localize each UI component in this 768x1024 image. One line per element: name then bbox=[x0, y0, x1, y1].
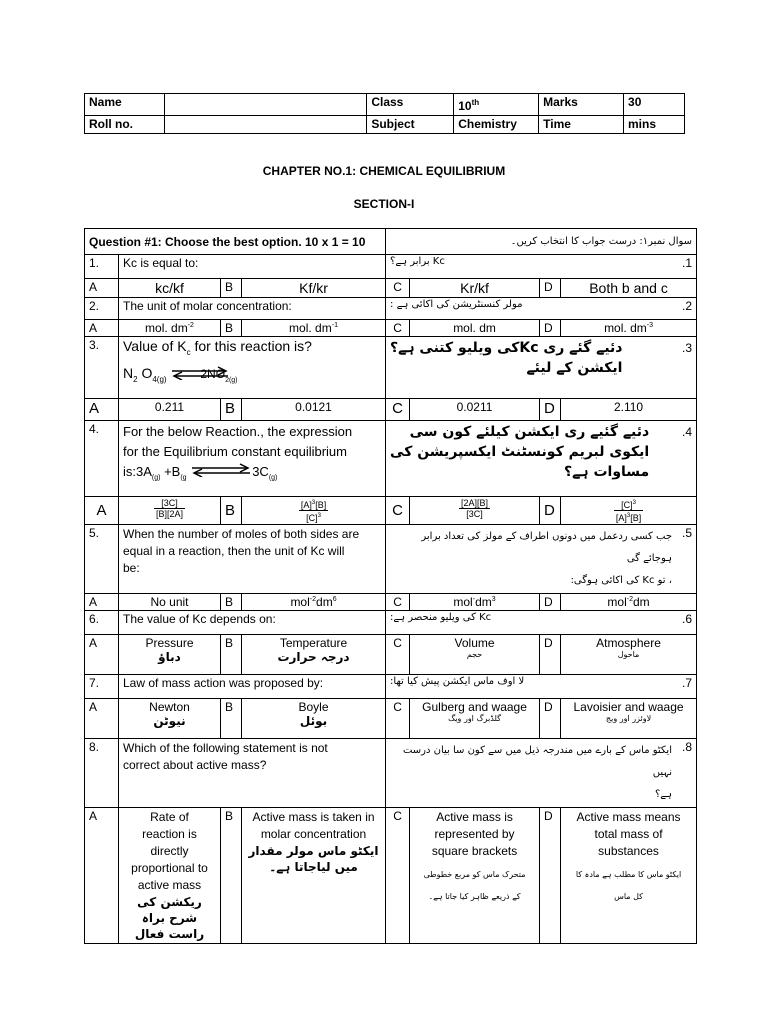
question-3-pre: Value of K bbox=[123, 338, 187, 354]
option-b[interactable] bbox=[242, 497, 386, 525]
option-letter-a: A bbox=[85, 699, 119, 739]
option-a-ur: دباؤ bbox=[158, 650, 181, 664]
option-b-ur-2: میں لیاجاتا ہے۔ bbox=[269, 860, 358, 874]
options-row-1 bbox=[85, 279, 697, 298]
question-text-ur-cell bbox=[386, 337, 697, 399]
option-b[interactable] bbox=[242, 699, 386, 739]
question-text-ur-line-2: ، تو Kc کی اکائی ہوگی: bbox=[570, 575, 672, 586]
b-den-sup: 3 bbox=[317, 513, 321, 519]
question-row-5 bbox=[85, 525, 697, 594]
option-letter-c: C bbox=[386, 808, 410, 944]
question-row-8 bbox=[85, 739, 697, 808]
fraction bbox=[299, 498, 328, 523]
question-text-en: The unit of molar concentration: bbox=[119, 298, 386, 320]
question-text-en: Law of mass action was proposed by: bbox=[119, 675, 386, 699]
option-letter-d: D bbox=[540, 699, 561, 739]
options-row-7 bbox=[85, 699, 697, 739]
options-row-6 bbox=[85, 635, 697, 675]
marks-label: Marks bbox=[539, 94, 624, 116]
question-text-ur-line-1: جب کسی ردعمل میں دونوں اطراف کے مولز کی تعداد برابر ہوجائے گی bbox=[421, 531, 672, 564]
question-text-en: Kc is equal to: bbox=[119, 255, 386, 279]
question-8-line-2: correct about active mass? bbox=[123, 758, 267, 772]
denominator bbox=[299, 511, 328, 523]
chapter-title: CHAPTER NO.1: CHEMICAL EQUILIBRIUM bbox=[262, 164, 506, 178]
question-text-en bbox=[119, 337, 386, 399]
option-letter-d: D bbox=[540, 399, 561, 421]
b-sup1: -2 bbox=[309, 596, 317, 603]
q4-mid: +B bbox=[160, 464, 181, 479]
option-a-ur-1: ریکشن کی bbox=[137, 895, 202, 909]
numerator: [3C] bbox=[154, 498, 185, 509]
option-d-sup: -3 bbox=[646, 322, 653, 329]
option-letter-b: B bbox=[221, 320, 242, 337]
section-title: SECTION-I bbox=[353, 197, 415, 211]
question-header-ur: سوال نمبر۱: درست جواب کا انتخاب کریں۔ bbox=[386, 229, 697, 255]
subject-value: Chemistry bbox=[454, 116, 539, 134]
question-row-2 bbox=[85, 298, 697, 320]
question-text-ur-cell bbox=[386, 739, 697, 808]
option-d[interactable] bbox=[561, 699, 697, 739]
fraction bbox=[154, 498, 185, 519]
time-label: Time bbox=[539, 116, 624, 134]
d-den-sup: 3 bbox=[626, 513, 631, 519]
c-sup2: 3 bbox=[491, 596, 496, 603]
option-c[interactable]: Kr/kf bbox=[410, 279, 540, 298]
header-info-table bbox=[84, 93, 685, 134]
c-pre: mol bbox=[453, 595, 473, 609]
options-row-8 bbox=[85, 808, 697, 944]
option-d[interactable]: Both b and c bbox=[561, 279, 697, 298]
option-letter-d: D bbox=[540, 594, 561, 611]
option-b[interactable] bbox=[242, 320, 386, 337]
question-text-ur-cell bbox=[386, 298, 697, 320]
question-number-ur: 1. bbox=[682, 256, 693, 270]
option-letter-c: C bbox=[386, 635, 410, 675]
question-number: 6. bbox=[85, 611, 119, 635]
question-text-ur-line-2: ایکشن کے لیئے bbox=[526, 360, 623, 376]
options-row-2 bbox=[85, 320, 697, 337]
option-b-ur: بوئل bbox=[299, 714, 328, 728]
option-letter-b: B bbox=[221, 594, 242, 611]
d-pre: mol bbox=[607, 595, 627, 609]
option-a-ur: نیوٹن bbox=[153, 714, 186, 728]
question-text-ur-line-2: ہے؟ bbox=[654, 789, 672, 800]
option-letter-b: B bbox=[221, 635, 242, 675]
option-letter-b: B bbox=[221, 399, 242, 421]
numerator bbox=[614, 498, 643, 511]
eq-right-sub: 2(g) bbox=[225, 376, 238, 384]
option-a-line-2: reaction is bbox=[142, 827, 197, 841]
question-row-3 bbox=[85, 337, 697, 399]
option-letter-a: A bbox=[85, 399, 119, 421]
question-row-1 bbox=[85, 255, 697, 279]
equilibrium-arrow-icon bbox=[190, 463, 252, 483]
option-letter-c: C bbox=[386, 497, 410, 525]
question-text-ur: Kc برابر ہے؟ bbox=[390, 256, 445, 267]
option-b-text: mol. dm bbox=[289, 321, 332, 335]
mcq-table bbox=[84, 228, 697, 944]
option-c-line-3: square brackets bbox=[431, 844, 518, 858]
option-d-line-3: substances bbox=[598, 844, 659, 858]
options-row-5 bbox=[85, 594, 697, 611]
b-mid: dm bbox=[316, 595, 333, 609]
b-pre: mol bbox=[290, 595, 310, 609]
option-c-line-2: represented by bbox=[434, 827, 515, 841]
question-text-ur-line-1: دئیے گئے ری Kcکی ویلیو کتنی ہے؟ bbox=[390, 340, 623, 356]
d-num-sup: 3 bbox=[632, 500, 636, 506]
option-letter-b: B bbox=[221, 699, 242, 739]
option-d[interactable]: 2.110 bbox=[561, 399, 697, 421]
b-num-post: [B] bbox=[315, 500, 327, 510]
option-d-ur: ماحول bbox=[617, 650, 640, 659]
option-c-en: Gulberg and waage bbox=[422, 700, 527, 714]
class-value-sup: th bbox=[471, 98, 480, 107]
denominator: [B][2A] bbox=[155, 509, 183, 519]
option-c-ur: گلڈبرگ اور ویگ bbox=[448, 714, 501, 723]
option-letter-b: B bbox=[221, 808, 242, 944]
marks-value: 30 bbox=[624, 94, 685, 116]
fraction bbox=[459, 498, 490, 519]
question-number-ur: 2. bbox=[682, 299, 693, 313]
d-den-post: [B] bbox=[630, 513, 642, 523]
option-b-en: Boyle bbox=[298, 700, 329, 714]
b-num: [A] bbox=[300, 500, 312, 510]
option-d-ur-1: ایکٹو ماس کا مطلب ہے مادہ کا bbox=[575, 870, 682, 879]
question-text-ur-cell bbox=[386, 675, 697, 699]
question-number: 8. bbox=[85, 739, 119, 808]
numerator bbox=[299, 498, 328, 511]
question-text-ur: Kc کی ویلیو منحصر ہے: bbox=[390, 612, 492, 623]
b-den: [C] bbox=[306, 513, 318, 523]
name-field[interactable] bbox=[164, 94, 366, 116]
option-c-en: Volume bbox=[454, 636, 495, 650]
time-value: mins bbox=[624, 116, 685, 134]
option-d-ur-2: کل ماس bbox=[614, 892, 643, 901]
q4-pre: is:3A bbox=[123, 464, 152, 479]
class-label: Class bbox=[367, 94, 454, 116]
options-row-4 bbox=[85, 497, 697, 525]
rollno-field[interactable] bbox=[164, 116, 366, 134]
option-a-sup: -2 bbox=[187, 322, 194, 329]
option-b-en: Temperature bbox=[279, 636, 348, 650]
option-d[interactable] bbox=[561, 594, 697, 611]
option-a[interactable] bbox=[119, 808, 221, 944]
option-c-ur: حجم bbox=[466, 650, 483, 659]
q4-sub1: (g) bbox=[151, 474, 161, 482]
option-c[interactable]: mol. dm bbox=[410, 320, 540, 337]
option-b[interactable] bbox=[242, 635, 386, 675]
option-d-line-2: total mass of bbox=[594, 827, 663, 841]
eq-right: 2NO bbox=[200, 366, 226, 381]
option-d-en: Atmosphere bbox=[596, 636, 661, 650]
question-text-ur-cell bbox=[386, 421, 697, 497]
question-row-4 bbox=[85, 421, 697, 497]
question-text-ur-cell bbox=[386, 525, 697, 594]
option-b-line-1: Active mass is taken in bbox=[252, 810, 375, 824]
option-b[interactable]: Kf/kr bbox=[242, 279, 386, 298]
question-4-line-2: for the Equilibrium constant equilibrium bbox=[123, 444, 347, 459]
question-text-ur-line-1: ایکٹو ماس کے بارے میں مندرجہ ذیل میں سے کون سا بیان درست نہیں bbox=[402, 745, 672, 778]
rollno-label: Roll no. bbox=[85, 116, 165, 134]
question-text-en bbox=[119, 739, 386, 808]
option-letter-a: A bbox=[85, 635, 119, 675]
question-header-en: Question #1: Choose the best option. 10 x 1 = 10 bbox=[85, 229, 386, 255]
question-text-en: The value of Kc depends on: bbox=[119, 611, 386, 635]
question-number: 4. bbox=[85, 421, 119, 497]
option-c[interactable]: 0.0211 bbox=[410, 399, 540, 421]
reaction-equation bbox=[123, 365, 381, 384]
question-number: 3. bbox=[85, 337, 119, 399]
question-number-ur: 6. bbox=[682, 612, 693, 626]
option-a[interactable]: No unit bbox=[119, 594, 221, 611]
option-a-line-4: proportional to bbox=[131, 861, 208, 875]
option-b[interactable] bbox=[242, 808, 386, 944]
option-d-en: Lavoisier and waage bbox=[573, 700, 684, 714]
option-letter-d: D bbox=[540, 497, 561, 525]
option-letter-a: A bbox=[85, 497, 119, 525]
question-4-line-3 bbox=[123, 462, 381, 489]
eq-mid-sub: 4(g) bbox=[152, 374, 167, 384]
eq-left: N bbox=[123, 364, 134, 381]
question-text-ur-line-1: دئیے گئیے ری ایکشن کیلئے کون سی bbox=[409, 424, 650, 440]
option-letter-c: C bbox=[386, 399, 410, 421]
question-number-ur: 5. bbox=[682, 526, 693, 540]
name-label: Name bbox=[85, 94, 165, 116]
b-sup2: 6 bbox=[332, 596, 337, 603]
option-c[interactable] bbox=[410, 594, 540, 611]
option-a-line-3: directly bbox=[150, 844, 189, 858]
options-row-3 bbox=[85, 399, 697, 421]
question-row-7 bbox=[85, 675, 697, 699]
option-letter-a: A bbox=[85, 279, 119, 298]
option-letter-c: C bbox=[386, 279, 410, 298]
option-letter-b: B bbox=[221, 497, 242, 525]
question-number: 7. bbox=[85, 675, 119, 699]
question-text-en bbox=[119, 525, 386, 594]
option-d-ur: لاوئزر اور ویج bbox=[605, 714, 652, 723]
option-b-ur-1: ایکٹو ماس مولر مقدار bbox=[248, 844, 379, 858]
question-number-ur: 8. bbox=[682, 740, 693, 754]
option-a[interactable] bbox=[119, 699, 221, 739]
question-text-ur-line-2: ایکوی لبریم کونسٹنٹ ایکسپریشن کی bbox=[390, 444, 650, 460]
option-letter-b: B bbox=[221, 279, 242, 298]
q4-post: 3C bbox=[252, 464, 269, 479]
question-text-ur-line-3: مساوات ہے؟ bbox=[564, 464, 650, 480]
option-c-line-1: Active mass is bbox=[436, 810, 513, 824]
option-letter-a: A bbox=[85, 808, 119, 944]
question-text-en bbox=[119, 421, 386, 497]
denominator bbox=[614, 511, 643, 523]
q4-sub3: (g) bbox=[268, 474, 278, 482]
question-5-line-2: equal in a reaction, then the unit of Kc will bbox=[123, 544, 345, 558]
option-b-ur: درجہ حرارت bbox=[277, 650, 350, 664]
c-sup1: - bbox=[472, 596, 476, 603]
class-value bbox=[454, 94, 539, 116]
option-a-line-1: Rate of bbox=[150, 810, 189, 824]
option-a-en: Newton bbox=[149, 700, 190, 714]
option-c-ur-2: کے ذریعے ظاہر کیا جاتا ہے۔ bbox=[428, 892, 521, 901]
option-a-en: Pressure bbox=[145, 636, 194, 650]
b-num-sup: 3 bbox=[311, 500, 316, 506]
eq-mid: O bbox=[137, 364, 153, 381]
option-d[interactable] bbox=[561, 497, 697, 525]
option-c[interactable] bbox=[410, 497, 540, 525]
question-row-6 bbox=[85, 611, 697, 635]
option-a[interactable]: kc/kf bbox=[119, 279, 221, 298]
question-5-line-3: be: bbox=[123, 561, 140, 575]
q4-sub2: (g bbox=[180, 474, 187, 482]
option-a[interactable] bbox=[119, 497, 221, 525]
fraction bbox=[614, 498, 643, 523]
option-d-line-1: Active mass means bbox=[576, 810, 681, 824]
question-number-ur: 7. bbox=[682, 676, 693, 690]
question-number: 1. bbox=[85, 255, 119, 279]
question-text-ur-cell bbox=[386, 255, 697, 279]
option-a-ur-2: شرح براہ bbox=[141, 911, 198, 925]
option-a-text: mol. dm bbox=[145, 321, 188, 335]
question-text-ur: مولر کنسنٹریشن کی اکائی ہے : bbox=[390, 299, 523, 310]
header-row-2 bbox=[85, 116, 685, 134]
subject-label: Subject bbox=[367, 116, 454, 134]
option-a[interactable]: 0.211 bbox=[119, 399, 221, 421]
option-letter-d: D bbox=[540, 320, 561, 337]
option-d[interactable] bbox=[561, 808, 697, 944]
option-d[interactable] bbox=[561, 320, 697, 337]
question-3-post: for this reaction is? bbox=[190, 338, 312, 354]
question-3-sub: c bbox=[186, 347, 191, 357]
option-letter-d: D bbox=[540, 279, 561, 298]
option-letter-a: A bbox=[85, 320, 119, 337]
c-mid: dm bbox=[475, 595, 492, 609]
d-den: [A] bbox=[615, 513, 627, 523]
option-letter-d: D bbox=[540, 635, 561, 675]
question-5-line-1: When the number of moles of both sides are bbox=[123, 527, 360, 541]
option-b[interactable]: 0.0121 bbox=[242, 399, 386, 421]
d-sup1: -2 bbox=[626, 596, 633, 603]
question-number-ur: 3. bbox=[682, 341, 693, 355]
d-num: [C] bbox=[621, 500, 633, 510]
question-number: 5. bbox=[85, 525, 119, 594]
question-text-ur-cell bbox=[386, 611, 697, 635]
option-letter-d: D bbox=[540, 808, 561, 944]
question-4-line-1: For the below Reaction., the expression bbox=[123, 424, 353, 439]
option-b-line-2: molar concentration bbox=[260, 827, 367, 841]
option-c[interactable] bbox=[410, 635, 540, 675]
header-row-1 bbox=[85, 94, 685, 116]
option-letter-a: A bbox=[85, 594, 119, 611]
question-number: 2. bbox=[85, 298, 119, 320]
class-value-text: 10 bbox=[458, 99, 472, 113]
option-letter-c: C bbox=[386, 594, 410, 611]
option-a[interactable] bbox=[119, 320, 221, 337]
option-d-text: mol. dm bbox=[604, 321, 647, 335]
option-letter-c: C bbox=[386, 320, 410, 337]
numerator: [2A][B] bbox=[461, 498, 489, 508]
option-c[interactable] bbox=[410, 699, 540, 739]
question-3-line-1 bbox=[123, 338, 381, 357]
question-text-ur: لا اوف ماس ایکشن پیش کیا تھا: bbox=[390, 676, 525, 687]
question-8-line-1: Which of the following statement is not bbox=[123, 741, 328, 755]
option-c[interactable] bbox=[410, 808, 540, 944]
option-a-ur-3: راست فعال bbox=[134, 927, 205, 941]
question-header-row bbox=[85, 229, 697, 255]
d-mid: dm bbox=[632, 595, 650, 609]
option-b-sup: -1 bbox=[331, 322, 338, 329]
option-c-ur-1: متحرک ماس کو مربع خطوطی bbox=[423, 870, 526, 879]
option-b[interactable] bbox=[242, 594, 386, 611]
question-number-ur: 4. bbox=[682, 425, 693, 439]
denominator: [3C] bbox=[466, 509, 483, 519]
option-a[interactable] bbox=[119, 635, 221, 675]
eq-left-sub: 2 bbox=[133, 374, 138, 384]
option-a-line-5: active mass bbox=[137, 878, 202, 892]
option-letter-c: C bbox=[386, 699, 410, 739]
option-d[interactable] bbox=[561, 635, 697, 675]
